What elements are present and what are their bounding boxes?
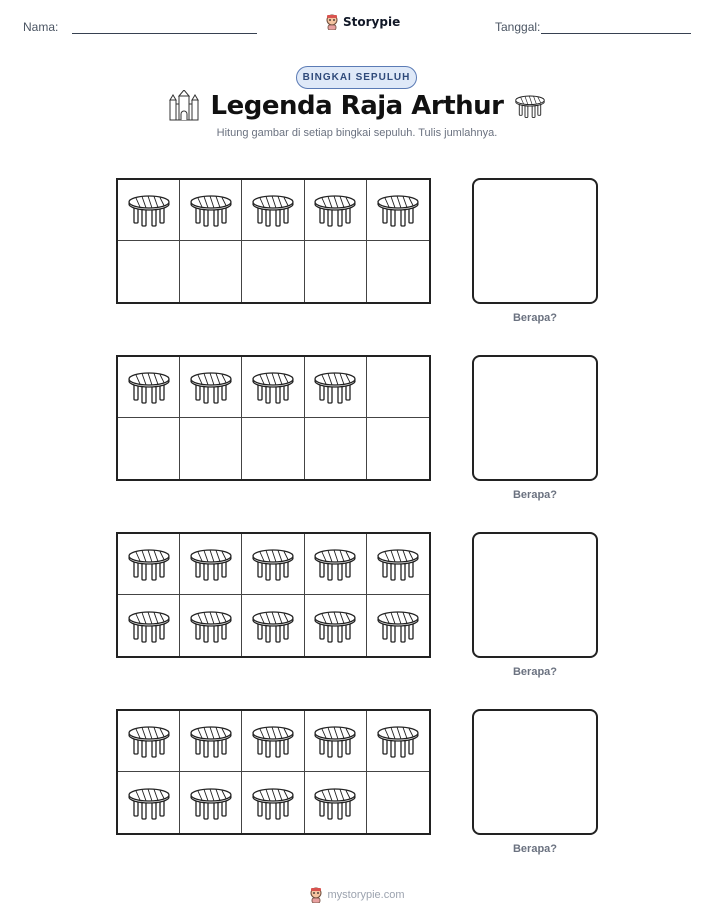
castle-icon [169, 90, 199, 122]
ten-frame-cell [242, 180, 304, 241]
storypie-logo [325, 14, 400, 30]
ten-frame-cell [367, 534, 429, 595]
round-table-icon [190, 724, 232, 758]
ten-frame-cell [305, 534, 367, 595]
instructions: Hitung gambar di setiap bingkai sepuluh. Tulis jumlahnya. [216, 127, 498, 139]
round-table-icon [377, 547, 419, 581]
ten-frame-cell [367, 418, 429, 479]
round-table-icon [128, 370, 170, 404]
footer [0, 887, 714, 903]
round-table-icon [377, 724, 419, 758]
ten-frame-cell [118, 418, 180, 479]
round-table-icon [314, 547, 356, 581]
round-table-icon [128, 609, 170, 643]
ten-frame-cell [242, 595, 304, 656]
date-line[interactable] [541, 33, 691, 34]
ten-frame-cell [180, 241, 242, 302]
answer-box[interactable] [472, 355, 598, 481]
ten-frame-cell [305, 595, 367, 656]
footer-url: mystorypie.com [327, 889, 405, 901]
round-table-icon [314, 786, 356, 820]
ten-frame-cell [305, 711, 367, 772]
ten-frame-cell [118, 180, 180, 241]
ten-frame-cell [118, 772, 180, 833]
category-badge: BINGKAI SEPULUH [296, 66, 417, 89]
round-table-icon [377, 609, 419, 643]
date-label: Tanggal: [495, 20, 541, 34]
title-row [0, 90, 714, 122]
ten-frame-cell [118, 711, 180, 772]
ten-frame-cell [180, 711, 242, 772]
ten-frame-cell [367, 711, 429, 772]
round-table-icon [314, 193, 356, 227]
round-table-icon [190, 609, 232, 643]
ten-frame-cell [242, 534, 304, 595]
ten-frame-cell [367, 772, 429, 833]
name-label: Nama: [23, 20, 59, 34]
ten-frame-cell [367, 595, 429, 656]
round-table-icon [515, 93, 545, 119]
ten-frame-cell [242, 357, 304, 418]
ten-frame-cell [305, 357, 367, 418]
ten-frame [116, 532, 431, 658]
ten-frame-cell [180, 595, 242, 656]
ten-frame-cell [180, 357, 242, 418]
ten-frame [116, 709, 431, 835]
round-table-icon [252, 547, 294, 581]
round-table-icon [128, 786, 170, 820]
ten-frame-cell [180, 534, 242, 595]
round-table-icon [252, 724, 294, 758]
round-table-icon [128, 193, 170, 227]
logo-text: Storypie [343, 15, 401, 29]
ten-frame-cell [242, 241, 304, 302]
ten-frame [116, 178, 431, 304]
round-table-icon [314, 370, 356, 404]
answer-box[interactable] [472, 709, 598, 835]
round-table-icon [128, 724, 170, 758]
ten-frame-cell [118, 241, 180, 302]
round-table-icon [190, 547, 232, 581]
round-table-icon [314, 609, 356, 643]
ten-frame-cell [118, 534, 180, 595]
round-table-icon [190, 370, 232, 404]
round-table-icon [190, 786, 232, 820]
ten-frame-cell [242, 772, 304, 833]
ten-frame [116, 355, 431, 481]
question-label: Berapa? [512, 666, 558, 678]
ten-frame-cell [367, 180, 429, 241]
round-table-icon [252, 609, 294, 643]
round-table-icon [252, 370, 294, 404]
ten-frame-cell [242, 418, 304, 479]
round-table-icon [377, 193, 419, 227]
ten-frame-cell [118, 357, 180, 418]
round-table-icon [252, 786, 294, 820]
mascot-icon [325, 14, 339, 30]
page-title: Legenda Raja Arthur [210, 91, 504, 121]
round-table-icon [128, 547, 170, 581]
question-label: Berapa? [512, 843, 558, 855]
ten-frame-cell [367, 357, 429, 418]
ten-frame-cell [305, 241, 367, 302]
ten-frame-cell [305, 772, 367, 833]
ten-frame-cell [180, 418, 242, 479]
mascot-icon [309, 887, 323, 903]
round-table-icon [314, 724, 356, 758]
ten-frame-cell [242, 711, 304, 772]
ten-frame-cell [305, 180, 367, 241]
ten-frame-cell [180, 772, 242, 833]
ten-frame-cell [180, 180, 242, 241]
round-table-icon [252, 193, 294, 227]
ten-frame-cell [305, 418, 367, 479]
question-label: Berapa? [512, 312, 558, 324]
ten-frame-cell [367, 241, 429, 302]
name-line[interactable] [72, 33, 257, 34]
ten-frame-cell [118, 595, 180, 656]
question-label: Berapa? [512, 489, 558, 501]
answer-box[interactable] [472, 532, 598, 658]
round-table-icon [190, 193, 232, 227]
answer-box[interactable] [472, 178, 598, 304]
